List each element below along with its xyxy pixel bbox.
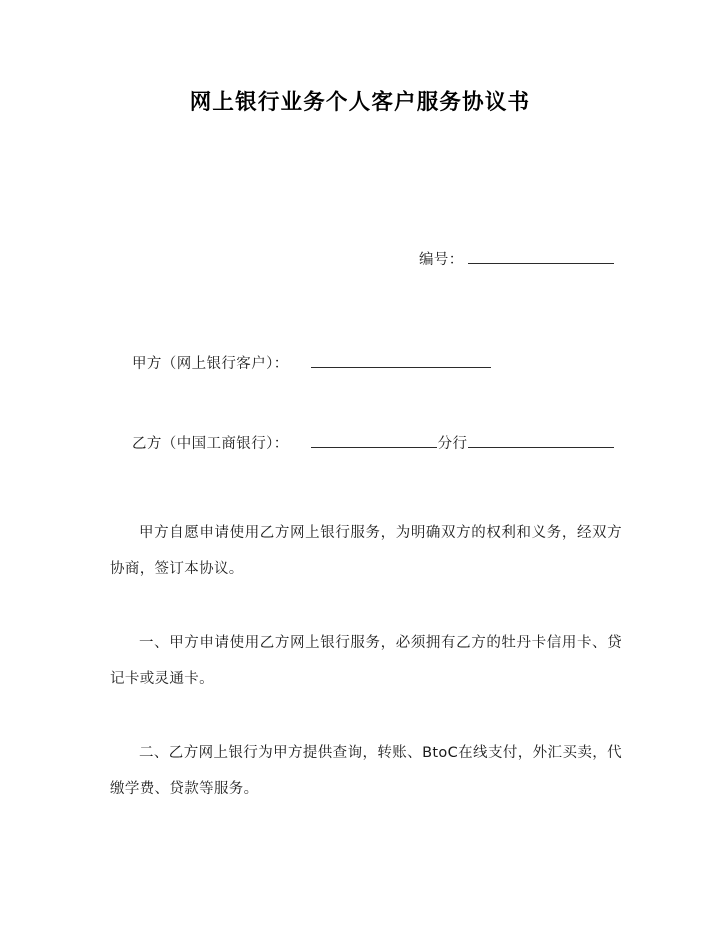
serial-number-field[interactable] <box>468 249 614 264</box>
party-a-label: 甲方（网上银行客户）： <box>132 356 289 372</box>
party-b-label: 乙方（中国工商银行）： <box>132 436 289 452</box>
serial-number-row <box>419 248 614 269</box>
branch-field[interactable] <box>468 433 614 448</box>
paragraph-preamble: 甲方自愿申请使用乙方网上银行服务，为明确双方的权利和义务，经双方协商，签订本协议。 <box>110 524 622 577</box>
serial-number-label: 编号： <box>419 252 464 268</box>
page-title: 网上银行业务个人客户服务协议书 <box>189 90 531 116</box>
party-a-row <box>132 352 491 373</box>
party-b-row <box>132 432 614 453</box>
party-a-field[interactable] <box>311 353 491 368</box>
paragraph-item-2: 二、乙方网上银行为甲方提供查询，转账、BtoC在线支付，外汇买卖，代缴学费、贷款等服务。 <box>110 744 622 797</box>
party-b-field[interactable] <box>311 433 437 448</box>
branch-label: 分行 <box>437 436 468 452</box>
paragraph-item-1: 一、甲方申请使用乙方网上银行服务，必须拥有乙方的牡丹卡信用卡、贷记卡或灵通卡。 <box>110 634 622 687</box>
